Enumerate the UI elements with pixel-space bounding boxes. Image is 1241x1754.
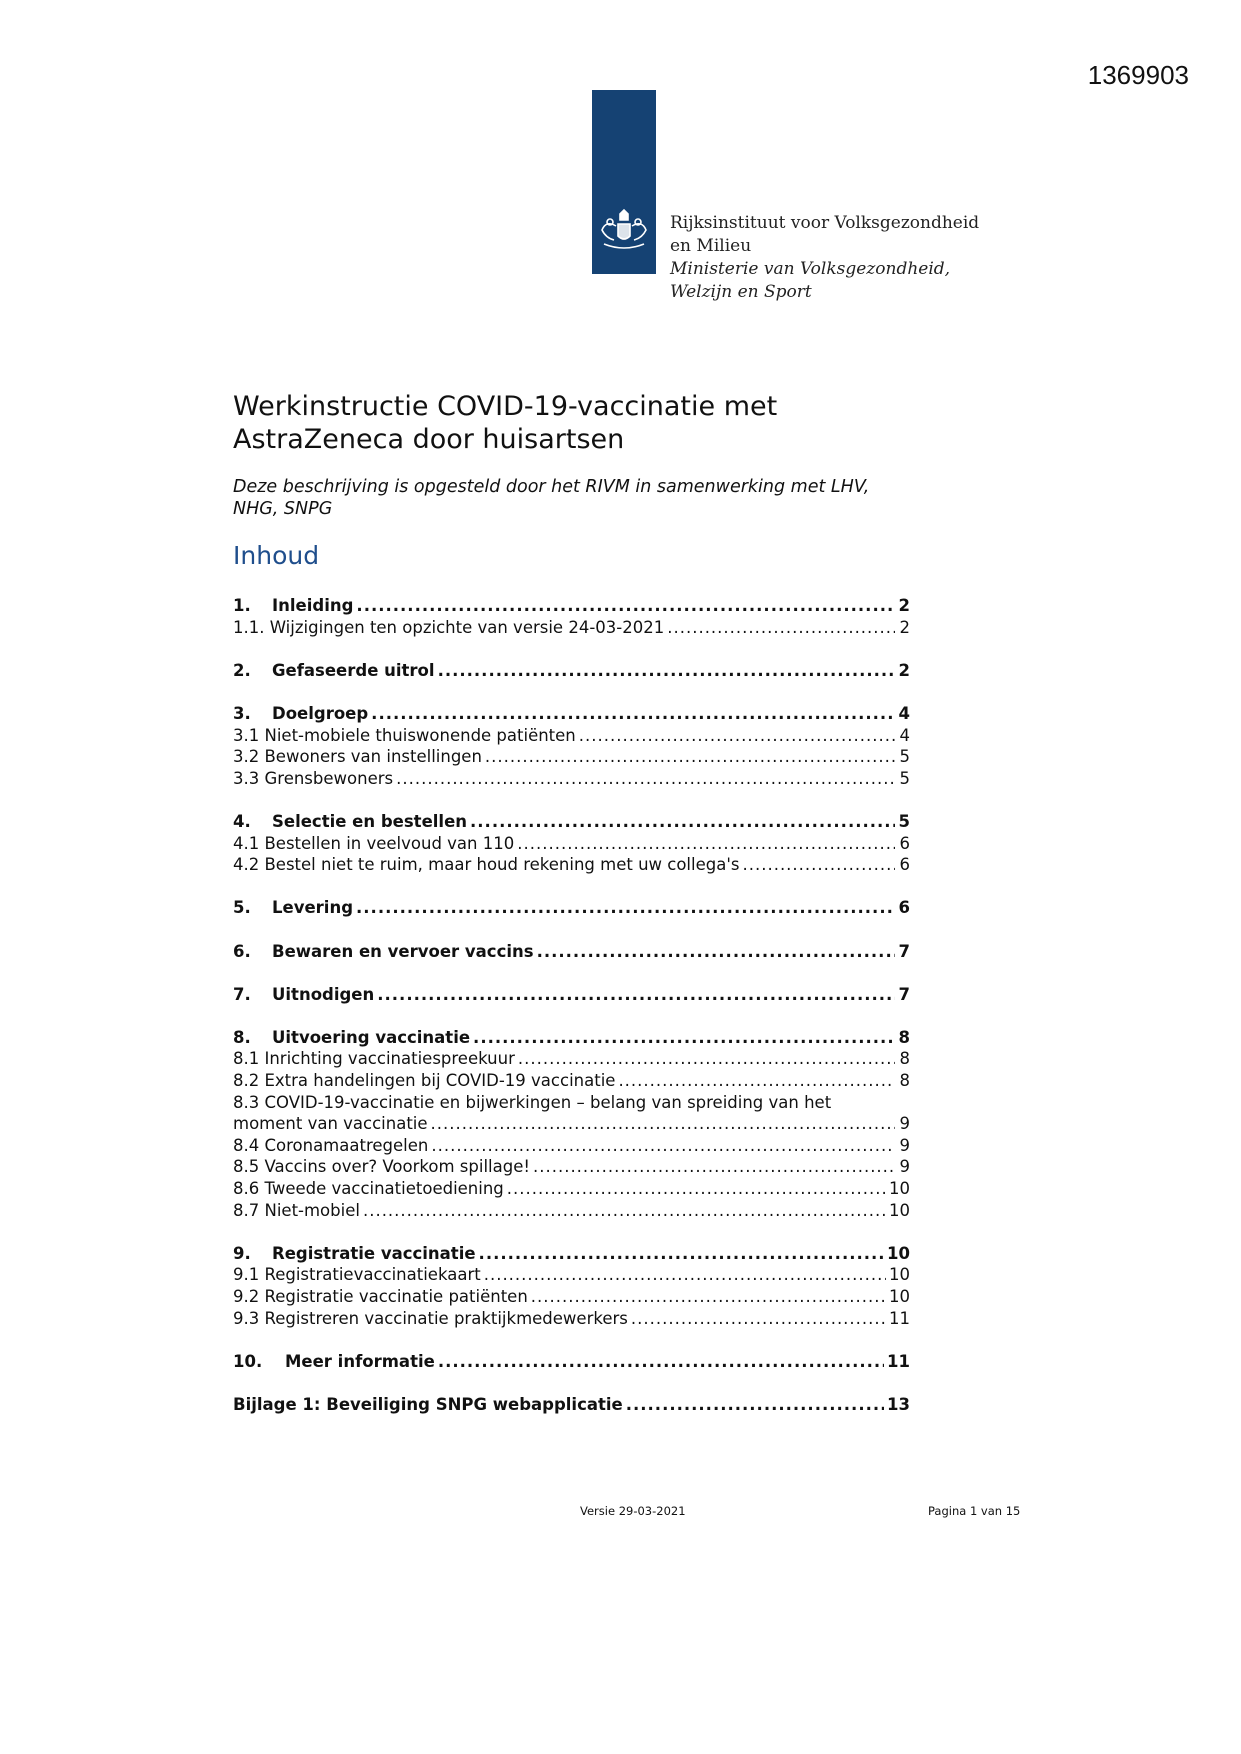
toc-entry[interactable] xyxy=(233,747,910,769)
toc-leader xyxy=(579,726,895,745)
title-line2: AstraZeneca door huisartsen xyxy=(233,424,625,455)
toc-leader xyxy=(618,1071,895,1090)
toc-leader xyxy=(517,834,895,853)
toc-entry[interactable] xyxy=(233,661,910,683)
toc-leader xyxy=(479,1244,884,1263)
toc-leader xyxy=(631,1309,886,1328)
toc-leader xyxy=(356,898,895,917)
toc-page: 5 xyxy=(898,811,910,831)
toc-page: 11 xyxy=(887,1351,910,1371)
toc-label: 8.6 Tweede vaccinatietoediening xyxy=(233,1179,504,1199)
toc-page: 8 xyxy=(898,1027,910,1047)
subtitle-line1: Deze beschrijving is opgesteld door het RIVM in samenwerking met LHV, xyxy=(233,477,870,497)
toc-number: 10. xyxy=(233,1351,263,1371)
toc-label: Registratie vaccinatie xyxy=(272,1243,476,1263)
toc-label: Doelgroep xyxy=(272,703,369,723)
toc-label: Uitnodigen xyxy=(272,984,375,1004)
toc-entry[interactable] xyxy=(233,1136,910,1158)
toc-entry[interactable] xyxy=(233,596,910,618)
toc-leader xyxy=(431,1136,895,1155)
ministry-line2: Welzijn en Sport xyxy=(670,282,812,302)
toc-label: Inleiding xyxy=(272,596,354,615)
toc-leader xyxy=(356,596,895,615)
table-of-contents xyxy=(233,596,910,1417)
toc-label: 3.3 Grensbewoners xyxy=(233,768,394,788)
toc-number: 6. xyxy=(233,941,251,961)
toc-entry[interactable] xyxy=(233,1157,910,1179)
toc-leader xyxy=(742,855,895,874)
toc-page: 9 xyxy=(899,1114,910,1134)
toc-label: 3.2 Bewoners van instellingen xyxy=(233,747,482,767)
toc-page: 10 xyxy=(889,1287,910,1306)
toc-number: 9. xyxy=(233,1243,251,1263)
toc-page: 8 xyxy=(899,1071,910,1091)
toc-leader xyxy=(484,1265,886,1284)
toc-page: 4 xyxy=(899,725,910,745)
toc-page: 2 xyxy=(898,596,910,615)
toc-entry[interactable] xyxy=(233,812,910,834)
toc-leader xyxy=(431,1114,895,1133)
toc-number: 2. xyxy=(233,660,251,680)
ministry-line1: Ministerie van Volksgezondheid, xyxy=(670,259,951,279)
toc-label: Levering xyxy=(272,898,354,918)
toc-leader xyxy=(485,747,895,766)
toc-label: 8.7 Niet-mobiel xyxy=(233,1200,360,1220)
subtitle-line2: NHG, SNPG xyxy=(233,499,333,519)
toc-label: Selectie en bestellen xyxy=(272,811,468,831)
toc-leader xyxy=(470,812,895,831)
toc-label: 9.2 Registratie vaccinatie patiënten xyxy=(233,1287,528,1306)
toc-page: 2 xyxy=(898,660,910,680)
toc-page: 6 xyxy=(899,833,910,853)
toc-page: 10 xyxy=(889,1200,910,1220)
toc-page: 6 xyxy=(898,898,910,918)
toc-entry[interactable] xyxy=(233,1028,910,1050)
toc-number: 4. xyxy=(233,811,251,831)
toc-label: 8.4 Coronamaatregelen xyxy=(233,1135,429,1155)
toc-page: 7 xyxy=(898,984,910,1004)
toc-page: 5 xyxy=(899,747,910,767)
toc-entry[interactable] xyxy=(233,1114,910,1136)
toc-label-line1[interactable]: 8.3 COVID-19-vaccinatie en bijwerkingen – belang van spreiding van het xyxy=(233,1092,832,1112)
toc-leader xyxy=(377,985,895,1004)
toc-label: Bewaren en vervoer vaccins xyxy=(272,941,534,961)
toc-page: 10 xyxy=(889,1179,910,1199)
toc-number: 7. xyxy=(233,984,251,1004)
toc-leader xyxy=(531,1287,886,1306)
toc-entry[interactable] xyxy=(233,618,910,640)
toc-entry[interactable] xyxy=(233,834,910,856)
org-name-line2: en Milieu xyxy=(670,236,752,256)
toc-leader xyxy=(518,1049,895,1068)
toc-leader xyxy=(363,1201,886,1220)
org-name-line1: Rijksinstituut voor Volksgezondheid xyxy=(670,213,980,233)
toc-page: 13 xyxy=(887,1394,910,1414)
toc-entry[interactable] xyxy=(233,1309,910,1331)
document-title xyxy=(233,390,953,456)
toc-number: 8. xyxy=(233,1027,251,1047)
toc-page: 9 xyxy=(899,1135,910,1155)
toc-page: 2 xyxy=(899,617,910,637)
toc-entry[interactable] xyxy=(233,985,910,1007)
toc-page: 6 xyxy=(899,855,910,875)
toc-page: 10 xyxy=(887,1243,910,1263)
toc-label: 8.1 Inrichting vaccinatiespreekuur xyxy=(233,1049,515,1069)
toc-label: Meer informatie xyxy=(285,1351,435,1371)
toc-entry[interactable] xyxy=(233,1244,910,1266)
organization-name xyxy=(670,212,979,304)
toc-leader xyxy=(507,1179,886,1198)
toc-label: 4.1 Bestellen in veelvoud van 110 xyxy=(233,833,515,853)
toc-leader xyxy=(371,704,895,723)
toc-leader xyxy=(473,1028,895,1047)
toc-label: Gefaseerde uitrol xyxy=(272,660,435,680)
toc-heading: Inhoud xyxy=(233,541,320,570)
toc-page: 10 xyxy=(889,1265,910,1285)
toc-label: 9.3 Registreren vaccinatie praktijkmedewerkers xyxy=(233,1308,628,1328)
toc-page: 4 xyxy=(898,703,910,723)
toc-entry[interactable] xyxy=(233,769,910,791)
toc-entry[interactable] xyxy=(233,1049,910,1071)
title-line1: Werkinstructie COVID-19-vaccinatie met xyxy=(233,391,778,422)
document-subtitle xyxy=(233,476,933,520)
toc-entry[interactable] xyxy=(233,1352,910,1374)
toc-entry[interactable] xyxy=(233,1201,910,1223)
toc-leader xyxy=(537,942,895,961)
toc-leader xyxy=(626,1395,884,1414)
toc-page: 9 xyxy=(899,1157,910,1177)
toc-page: 7 xyxy=(898,941,910,961)
toc-label: 9.1 Registratievaccinatiekaart xyxy=(233,1265,481,1285)
footer-page-number: Pagina 1 van 15 xyxy=(928,1504,1021,1518)
toc-number: 1. xyxy=(233,596,251,615)
toc-entry[interactable] xyxy=(233,704,910,726)
toc-leader xyxy=(438,1352,884,1371)
toc-entry[interactable] xyxy=(233,1071,910,1093)
toc-entry[interactable] xyxy=(233,1395,910,1417)
toc-entry[interactable] xyxy=(233,855,910,877)
coat-of-arms-icon xyxy=(596,208,652,252)
toc-entry[interactable] xyxy=(233,1179,910,1201)
toc-label: 8.5 Vaccins over? Voorkom spillage! xyxy=(233,1157,530,1177)
toc-page: 11 xyxy=(889,1308,910,1328)
toc-leader xyxy=(396,769,895,788)
toc-label: Uitvoering vaccinatie xyxy=(272,1027,471,1047)
toc-number: 3. xyxy=(233,703,251,723)
toc-label: 3.1 Niet-mobiele thuiswonende patiënten xyxy=(233,725,576,745)
toc-entry[interactable] xyxy=(233,1265,910,1287)
toc-number: 5. xyxy=(233,898,251,918)
toc-label: 1.1. Wijzigingen ten opzichte van versie 24-03-2021 xyxy=(233,617,665,637)
toc-entry[interactable] xyxy=(233,898,910,920)
toc-label: Bijlage 1: Beveiliging SNPG webapplicatie xyxy=(233,1394,623,1414)
toc-entry[interactable] xyxy=(233,942,910,964)
toc-label: 8.2 Extra handelingen bij COVID-19 vaccinatie xyxy=(233,1071,616,1091)
toc-page: 5 xyxy=(899,768,910,788)
toc-label: 4.2 Bestel niet te ruim, maar houd rekening met uw collega's xyxy=(233,855,740,875)
toc-entry[interactable] xyxy=(233,1287,910,1309)
toc-label: moment van vaccinatie xyxy=(233,1114,428,1134)
toc-entry[interactable] xyxy=(233,726,910,748)
footer-version: Versie 29-03-2021 xyxy=(580,1504,686,1518)
toc-leader xyxy=(533,1157,895,1176)
toc-page: 8 xyxy=(899,1049,910,1069)
toc-leader xyxy=(438,661,895,680)
rijksoverheid-logo xyxy=(592,90,656,274)
document-id: 1369903 xyxy=(1087,60,1189,90)
toc-leader xyxy=(667,618,895,637)
